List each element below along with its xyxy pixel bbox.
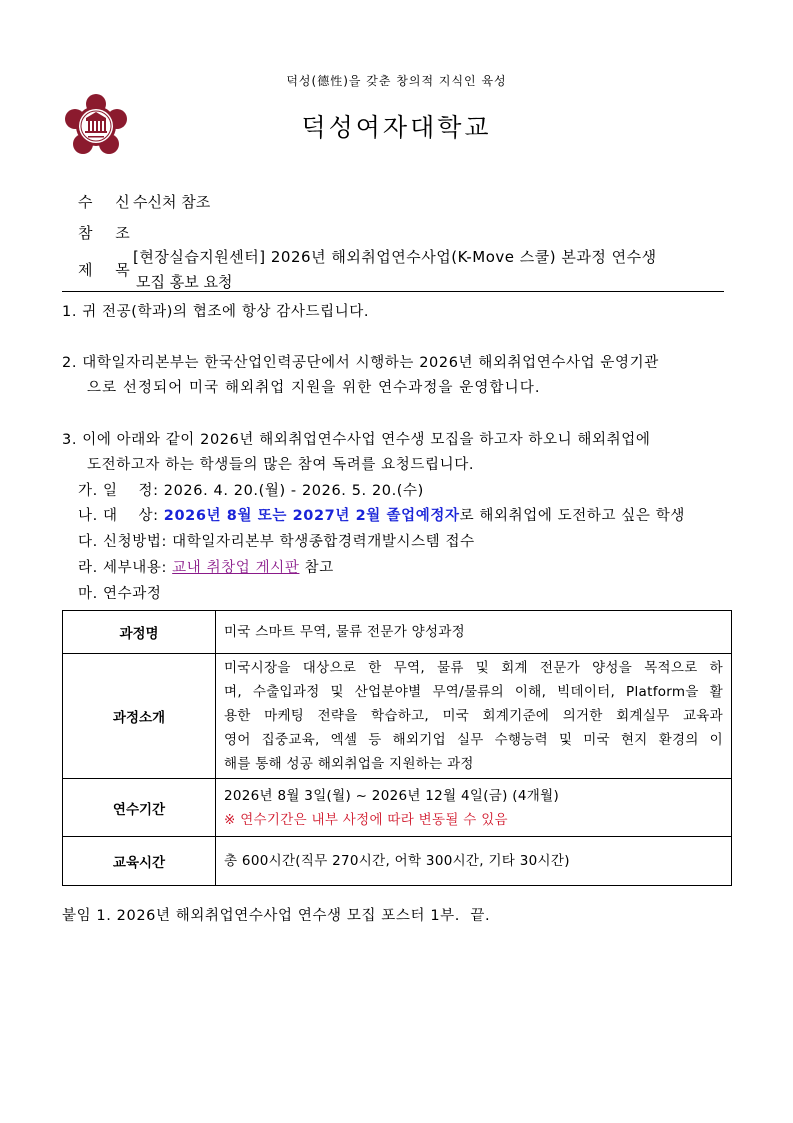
- course-hours-header: 교육시간: [63, 837, 216, 886]
- course-intro-header: 과정소개: [63, 654, 216, 779]
- course-intro-line: 며, 수출입과정 및 산업분야별 무역/물류의 이해, 빅데이터, Platform을 활: [224, 684, 723, 700]
- motto: 덕성(德性)을 갖춘 창의적 지식인 육성: [286, 74, 507, 88]
- item-schedule-value: 2026. 4. 20.(월) - 2026. 5. 20.(수): [163, 483, 424, 499]
- paragraph-2-line-2: 으로 선정되어 미국 해외취업 지원을 위한 연수과정을 운영합니다.: [87, 380, 541, 396]
- item-schedule: [78, 479, 424, 500]
- item-schedule-label: 가. 일 정:: [78, 483, 164, 499]
- course-name-header: 과정명: [63, 611, 216, 654]
- item-details-rest: 참고: [299, 560, 334, 576]
- reference-label: 참 조: [78, 224, 139, 242]
- header-divider: [62, 291, 724, 292]
- table-row: [63, 779, 732, 837]
- item-target-highlight: 2026년 8월 또는 2027년 2월 졸업예정자: [163, 508, 460, 524]
- course-period-value: [216, 779, 732, 837]
- course-period-dates: 2026년 8월 3일(월) ~ 2026년 12월 4일(금) (4개월): [224, 787, 560, 804]
- item-course-label: 마. 연수과정: [78, 586, 162, 602]
- course-period-header: 연수기간: [63, 779, 216, 837]
- paragraph-3-line-1: 3. 이에 아래와 같이 2026년 해외취업연수사업 연수생 모집을 하고자 하오니 해외취업에: [62, 432, 651, 448]
- item-details: [78, 556, 334, 577]
- paragraph-2-line-1: 2. 대학일자리본부는 한국산업인력공단에서 시행하는 2026년 해외취업연수사업 운영기관: [62, 355, 659, 371]
- job-board-link[interactable]: 교내 취창업 게시판: [172, 560, 300, 576]
- subject-line-2: 모집 홍보 요청: [136, 273, 233, 291]
- paragraph-1: 1. 귀 전공(학과)의 협조에 항상 감사드립니다.: [62, 304, 370, 320]
- table-row: [63, 837, 732, 886]
- item-target-rest: 로 해외취업에 도전하고 싶은 학생: [459, 508, 685, 524]
- course-intro-line: 해를 통해 성공 해외취업을 지원하는 과정: [224, 756, 474, 772]
- course-period-note: ※ 연수기간은 내부 사정에 따라 변동될 수 있음: [224, 811, 508, 828]
- course-intro-line: 영어 집중교육, 엑셀 등 해외기업 실무 수행능력 및 미국 현지 환경의 이: [224, 732, 723, 748]
- course-table: [62, 610, 732, 886]
- paragraph-3-line-2: 도전하고자 하는 학생들의 많은 참여 독려를 요청드립니다.: [87, 457, 475, 473]
- table-row: [63, 611, 732, 654]
- recipient-value: 수신처 참조: [133, 193, 211, 211]
- course-hours-value: 총 600시간(직무 270시간, 어학 300시간, 기타 30시간): [216, 837, 732, 886]
- item-details-label: 라. 세부내용:: [78, 560, 173, 576]
- item-target: [78, 504, 685, 525]
- subject-line-1: [현장실습지원센터] 2026년 해외취업연수사업(K-Move 스쿨) 본과정 연수생: [133, 248, 657, 266]
- table-row: [63, 654, 732, 779]
- item-application-label: 다. 신청방법:: [78, 534, 173, 550]
- item-application-value: 대학일자리본부 학생종합경력개발시스템 접수: [172, 534, 475, 550]
- course-name-value: 미국 스마트 무역, 물류 전문가 양성과정: [216, 611, 732, 654]
- attachment-note: 붙임 1. 2026년 해외취업연수사업 연수생 모집 포스터 1부. 끝.: [62, 908, 491, 924]
- course-intro-line: 미국시장을 대상으로 한 무역, 물류 및 회계 전문가 양성을 목적으로 하: [224, 660, 723, 676]
- subject-label: 제 목: [78, 261, 139, 279]
- course-intro-value: [216, 654, 732, 779]
- recipient-label: 수 신: [78, 193, 139, 211]
- course-intro-line: 용한 마케팅 전략을 학습하고, 미국 회계기준에 의거한 회계실무 교육과: [224, 708, 723, 724]
- item-target-label: 나. 대 상:: [78, 508, 164, 524]
- school-name: 덕성여자대학교: [301, 113, 492, 142]
- item-application: [78, 530, 475, 551]
